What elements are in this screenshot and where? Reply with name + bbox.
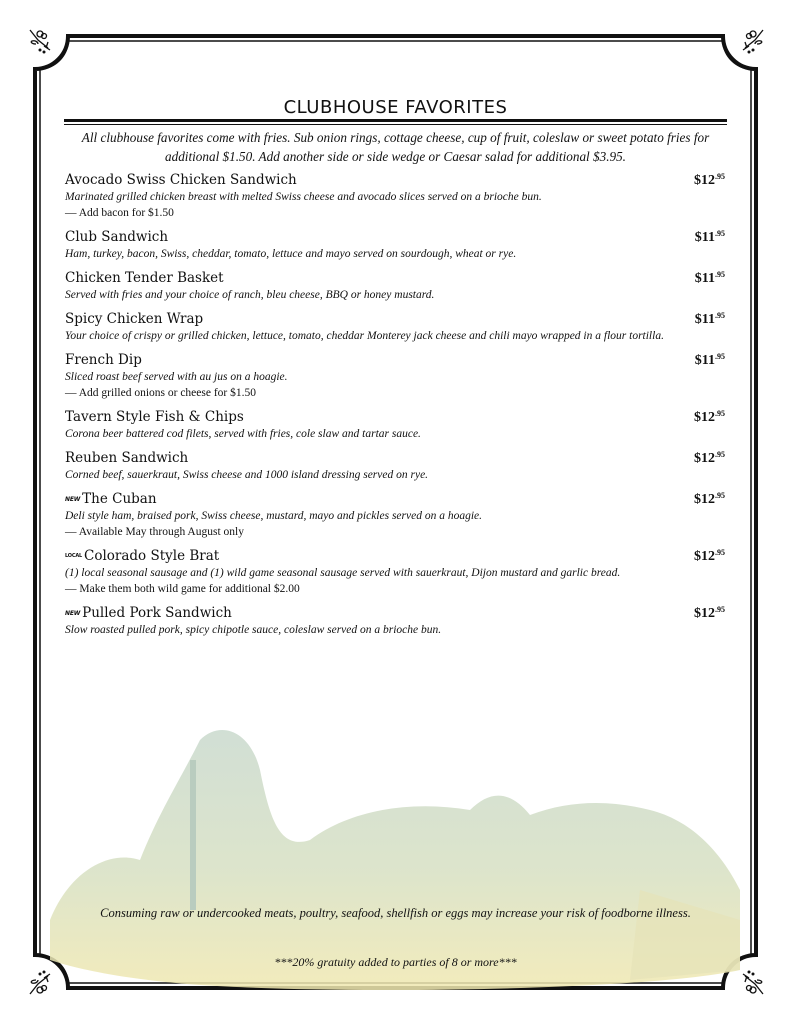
menu-item: [65, 311, 727, 344]
floral-ornament-icon: [733, 26, 767, 60]
menu-item: [65, 491, 727, 540]
item-price: $\$11^{.95}$: [694, 352, 725, 368]
floral-ornament-icon: [26, 26, 60, 60]
item-price: $\$12^{.95}$: [694, 605, 725, 621]
item-note: — Available May through August only: [65, 526, 244, 538]
new-badge-icon: NEW: [65, 610, 81, 617]
item-note: — Make them both wild game for additional $2.00: [65, 583, 300, 595]
item-price: $\$11^{.95}$: [694, 311, 725, 327]
item-name: Colorado Style Brat: [83, 548, 220, 564]
item-name: Chicken Tender Basket: [65, 270, 224, 286]
item-name: French Dip: [65, 352, 142, 368]
item-description: Sliced roast beef served with au jus on a hoagie.: [65, 371, 288, 383]
menu-item: [65, 172, 727, 221]
section-title: CLUBHOUSE FAVORITES: [283, 97, 508, 118]
section-intro: All clubhouse favorites come with fries. Sub onion rings, cottage cheese, cup of fruit, coleslaw or sweet potato fries for additional $1.50. Add another side or side wedge or Caesar salad for additional $3.95.: [81, 130, 710, 164]
item-description: Corona beer battered cod filets, served with fries, cole slaw and tartar sauce.: [65, 428, 421, 440]
menu-item: [65, 450, 727, 483]
item-name: The Cuban: [82, 491, 157, 507]
menu-item: [65, 548, 727, 597]
item-note: — Add grilled onions or cheese for $1.50: [65, 387, 256, 399]
item-price: $\$12^{.95}$: [694, 491, 725, 507]
menu-items-list: [65, 172, 727, 646]
item-name: Club Sandwich: [65, 229, 169, 245]
item-description: Corned beef, sauerkraut, Swiss cheese and 1000 island dressing served on rye.: [65, 469, 429, 481]
item-price: $\$12^{.95}$: [694, 409, 725, 425]
menu-item: [65, 270, 727, 303]
title-rule-thin: [64, 124, 727, 125]
item-description: Ham, turkey, bacon, Swiss, cheddar, tomato, lettuce and mayo served on sourdough, wheat or rye.: [65, 248, 517, 260]
item-description: Slow roasted pulled pork, spicy chipotle sauce, coleslaw served on a brioche bun.: [65, 624, 442, 636]
new-badge-icon: NEW: [65, 496, 81, 503]
item-price: $\$12^{.95}$: [694, 548, 725, 564]
item-name: Pulled Pork Sandwich: [82, 605, 232, 621]
item-price: $\$11^{.95}$: [694, 270, 725, 286]
item-description: Deli style ham, braised pork, Swiss cheese, mustard, mayo and pickles served on a hoagie.: [65, 510, 483, 522]
item-description: Served with fries and your choice of ranch, bleu cheese, BBQ or honey mustard.: [65, 289, 435, 301]
item-price: $\$12^{.95}$: [694, 172, 725, 188]
menu-item: [65, 229, 727, 262]
landscape-illustration: [50, 720, 740, 990]
menu-item: [65, 409, 727, 442]
item-price: $\$12^{.95}$: [694, 450, 725, 466]
item-name: Reuben Sandwich: [65, 450, 189, 466]
food-safety-warning: Consuming raw or undercooked meats, poultry, seafood, shellfish or eggs may increase your risk of foodborne illness.: [100, 906, 691, 920]
item-price: $\$11^{.95}$: [694, 229, 725, 245]
title-rule-thick: [64, 119, 727, 122]
item-name: Spicy Chicken Wrap: [65, 311, 204, 327]
menu-item: [65, 605, 727, 638]
item-description: (1) local seasonal sausage and (1) wild game seasonal sausage served with sauerkraut, Dijon mustard and garlic bread.: [65, 567, 621, 579]
menu-item: [65, 352, 727, 401]
item-note: — Add bacon for $1.50: [65, 207, 174, 219]
local-badge-icon: LOCAL: [65, 553, 82, 559]
gratuity-notice: ***20% gratuity added to parties of 8 or more***: [274, 955, 517, 969]
item-description: Marinated grilled chicken breast with melted Swiss cheese and avocado slices served on a brioche bun.: [65, 191, 542, 203]
item-description: Your choice of crispy or grilled chicken, lettuce, tomato, cheddar Monterey jack cheese and chili mayo wrapped in a flour tortilla.: [65, 330, 664, 342]
item-name: Tavern Style Fish & Chips: [65, 409, 244, 425]
item-name: Avocado Swiss Chicken Sandwich: [65, 172, 297, 188]
